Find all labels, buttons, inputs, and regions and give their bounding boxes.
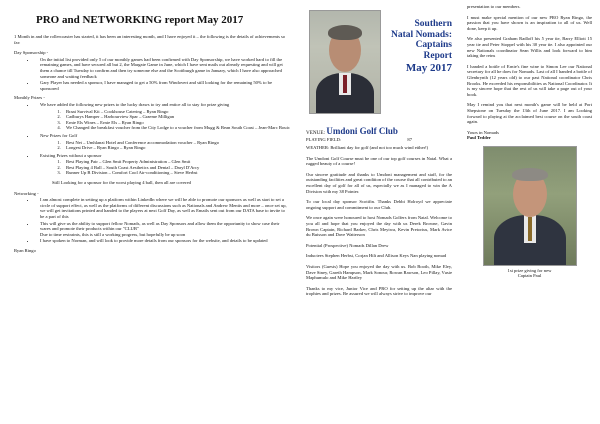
list-item: 3. Runner Up B Division – Comfort Cool Air-conditioning – Steve Herbst [62, 170, 290, 176]
report-paragraph: Potential (Prospective) Nomads Dillan Drew [306, 242, 389, 248]
still-looking-note: Still Looking for a sponsor for the worst playing 4 ball, then all are covered [52, 180, 191, 186]
author-name: Paul Tedder [467, 135, 491, 141]
list-item: • On the initial list provided only 5 of our monthly games had been confirmed with Day Sponsorship, we have worked hard to fill the remaining games, and have secured all but 2, the Margate Game in June, which I have sent mails out already requesting and will get them a chance till Tuesday to confirm and then try someone else and the Scottburgh game in January, which I have also approached someone and waiting feedback [36, 57, 290, 79]
monthly-prizes-list [14, 102, 290, 176]
captains-report-header [306, 8, 452, 128]
yours-in-nomads: Yours in Nomads [467, 129, 499, 135]
list-item [36, 221, 290, 238]
report-title: PRO and NETWORKING report May 2017 [36, 14, 244, 26]
list-item: 3. Ernie Els Wines – Ernie Els – Ryan Ringo [62, 120, 290, 126]
list-item: 1. Best Net – Umhlanzi Hotel and Conference accommodation voucher – Ryan Ringo [62, 140, 290, 146]
networking-list [14, 197, 290, 244]
list-item: 4. We Changed the breakfast voucher from the City Lodge to a voucher from Mugg & Bean South Coast – Jean-Marc Bouic [62, 125, 290, 131]
report-paragraph: Thanks to my vice, Junior Vice and PRO for setting up the altar with the trophies and prizes. Be assured we will always strive to improve our [306, 285, 452, 297]
list-item: 2. Cadburys Hamper – Harbourview Spar – Graeme Milligan [62, 114, 290, 120]
list-item: 2. Best Playing 4 Ball – South Coast Aesthetics and Dental – Daryl D'Arcy [62, 165, 290, 171]
venue-name: Umdoni Golf Club [326, 126, 398, 136]
list-item: • I am almost complete in setting up a platform within LinkedIn where we will be able to promote our sponsors as well as start to set a circle of support effect, as well as the platforms of different discussions such as Nationals and Andrew Mentis and more – once set up, we will get invitations printed and handed to the players at next Golf Day, as well as Emails sent out from our DATA base to invite to be a part of this [36, 197, 290, 219]
list-item: 2. Longest Drive – Ryan Ringo – Ryan Ringo [62, 145, 290, 151]
report-paragraph: I handed a bottle of Ernie's fine wine to Simon Lee our National secretary for all he does for Nomads. Last of all I handed a bottle of Glenbrynth (12 years old) to our past National coordinator Chris Brooks. He exceeded his responsibilities as National Coordinator. It is my sincere hope that the rest of us will take a page out of your book. [467, 63, 592, 97]
golf-prizes-heading: New Prizes for Golf [40, 132, 78, 138]
monthly-prizes-heading: Monthly Prizes - [14, 95, 45, 101]
report-paragraph: Our sincere gratitude and thanks to Umdoni management and staff, for the outstanding facilities and great condition of the course that all contributed to an excellent day of golf for all of us, especially we as I managed to win the A Division with my 38 Pointer. [306, 171, 452, 194]
list-item: • I have spoken to Norman, and will look to provide more details from our sponsors for the website, and details to be updated [36, 238, 290, 244]
list-item: 1. Best Playing Pair – Glen Smit Property Administration – Glen Smit [62, 159, 290, 165]
report-date: May 2017 [405, 62, 452, 74]
report-paragraph: Inductees Stephen Herbst, Corjan Hilt and Allison Keys Nan playing nomad [306, 253, 447, 259]
photo-caption: 1st prize giving for new [507, 267, 552, 273]
list-item [36, 102, 290, 131]
networking-note: Due to time restraints, this is still a working progress, but hopefully be up soon [40, 231, 186, 237]
prizes-intro: We have added the following new prizes to the lucky draws to try and entice all to stay for prize giving [40, 101, 230, 107]
captains-report-title: Southern Natal Nomads: Captains Report May 2017 [380, 19, 452, 75]
pro-report-column [14, 14, 290, 259]
report-paragraph: We once again were honoured to host Nomads Golfers from Natal. Welcome to you all and hope that you enjoyed the day with us Derek Browne, Gavin Brown Captain, Richard Barker, Chris Meyiwa, Kevin Pretorius, Mark Avice du Buisson and Dave Watterson [306, 215, 452, 238]
report-paragraph: WEATHER: Brilliant day for golf (and not too much wind either!) [306, 145, 429, 150]
report-paragraph: May I remind you that next month's game will be held at Port Shepstone on Tuesday the 13th of June 2017. I am Looking forward to playing at the acclaimed best course on the south coast again. [467, 102, 592, 125]
networking-heading: Networking - [14, 190, 39, 196]
captains-report-body [306, 145, 452, 297]
report-paragraph: presentation to our members. [467, 4, 521, 9]
intro-paragraph: 1 Month in and the rollercoaster has started, it has been an interesting month, and I have enjoyed it – the following is the details of achievements so far: [14, 34, 286, 45]
signoff: Ryan Ringo [14, 248, 36, 253]
report-paragraph: Visitors (Guests) Hope you enjoyed the day with us. Bob Booth, Mike Eley, Dave Siney, Gareth Hampson, Mark Sonour, Rowan Rawson, Leo Pillay, Vusie Maphumulo and Mike Hartley [306, 263, 452, 281]
venue-line: VENUE: Umdoni Golf Club [306, 126, 398, 136]
day-sponsorship-list [14, 57, 290, 92]
captains-report-continued-column [467, 4, 592, 279]
list-item: 1. Braai Survival Kit – Cookhouse Catering – Ryan Ringo [62, 109, 290, 115]
captains-report-column [306, 8, 452, 302]
prize-giving-photo [483, 146, 577, 266]
list-item [36, 133, 290, 151]
day-sponsorship-heading: Day Sponsorship - [14, 50, 49, 56]
existing-prize-list [40, 159, 290, 176]
list-item [36, 153, 290, 176]
existing-prizes-heading: Existing Prizes without a sponsor [40, 152, 102, 158]
networking-item: This will give us the ability to support fellow Nomads, as well as Day Sponsors and allow them the opportunity to show case their wares and promote their products within our "CLUB" [40, 220, 280, 232]
prize-list [40, 109, 290, 131]
report-paragraph: To our local day sponsor Scottfin. Thanks Debbi Holroyd we appreciate ongoing support and commitment to our Club. [306, 199, 452, 210]
report-paragraph: We also presented Graham Radloff his 5 year tie, Barry Elliott 15 year tie and Peter Stoppel with his 30 year tie. I also appointed our new Nationals coordinator Sean Willis and look forward to him taking the reins [467, 36, 592, 59]
playing-field-line: PLAYING FIELD: 87 [306, 137, 412, 143]
golf-prize-list [40, 140, 290, 151]
report-paragraph: The Umdoni Golf Course must be one of our top golf courses in Natal. What a rugged beauty of a course! [306, 155, 452, 167]
photo-caption: Captain Paul [517, 273, 542, 279]
list-item: • Gary Player has needed a sponsor, I have managed to get a 50% from Windovert and still looking for the remaining 50% to be sponsored [36, 80, 290, 91]
report-paragraph: I must make special mention of our new PRO Ryan Ringo, the passion that you have shown is an inspiration to all of us. Well done, keep it up. [467, 14, 592, 31]
captain-portrait-photo [309, 10, 381, 114]
